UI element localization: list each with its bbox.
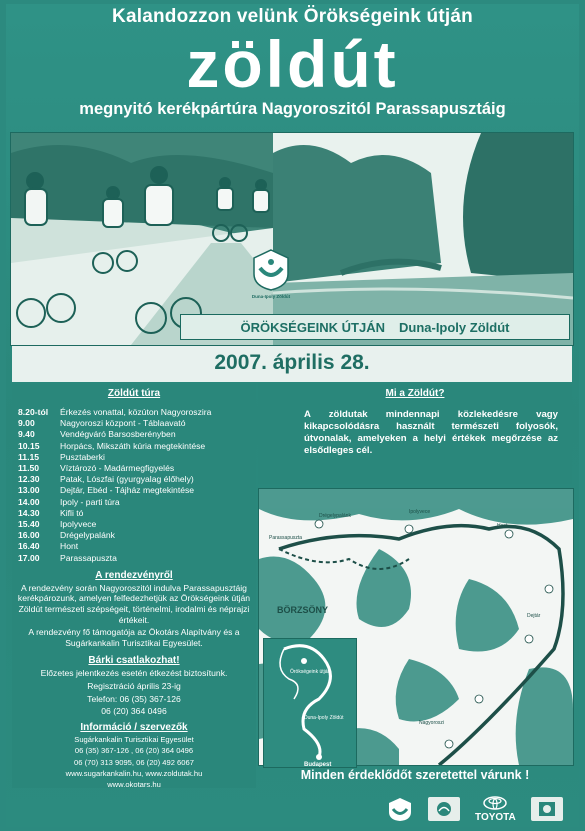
schedule-text: Pusztaberki	[60, 451, 105, 462]
welcome-message: Minden érdeklődőt szeretettel várunk !	[300, 768, 530, 782]
schedule-time: 9.40	[18, 429, 35, 440]
map-region-label: BÖRZSÖNY	[277, 605, 329, 615]
schedule-text: Ipolyvece	[60, 519, 97, 530]
schedule-time: 11.15	[18, 451, 40, 462]
schedule-time: 10.15	[18, 440, 40, 451]
organizer-phone-1: 06 (35) 367-126 , 06 (20) 364 0496	[74, 746, 194, 756]
inset-label-top: Örökségeink útján	[290, 669, 331, 675]
what-title: Mi a Zöldút?	[385, 388, 445, 399]
schedule-row	[18, 452, 256, 463]
logo-caption: Duna-Ipoly Zöldút	[251, 294, 291, 299]
schedule-row	[18, 497, 256, 508]
organizer-name: Sugárkankalin Turisztikai Egyesület	[74, 734, 194, 744]
schedule-row	[18, 429, 256, 440]
map-town-label: Parassapuszta	[269, 535, 303, 541]
schedule-text: Érkezés vonattal, közúton Nagyoroszira	[60, 407, 212, 417]
banner-right-text: Duna-Ipoly Zöldút	[398, 319, 510, 335]
info-title: Információ / szervezők	[80, 721, 188, 733]
what-is-greenway-panel	[258, 384, 572, 484]
schedule-row	[18, 553, 256, 564]
map-town-label: Hont	[497, 523, 508, 529]
schedule-row	[18, 407, 256, 418]
schedule-text: Dejtár, Ebéd - Tájház megtekintése	[60, 485, 195, 496]
schedule-time: 13.00	[18, 485, 40, 496]
tour-title: Zöldút túra	[107, 388, 161, 399]
sponsor-logos	[380, 794, 570, 824]
zoldut-logo-icon	[252, 248, 290, 292]
toyota-label: TOYOTA	[475, 811, 516, 823]
schedule-time: 14.30	[18, 507, 40, 518]
zoldut-sponsor-logo-icon	[387, 796, 413, 822]
map-town-label: Dejtár	[527, 613, 541, 619]
join-paragraph: Előzetes jelentkezés esetén étkezést biztosítunk.	[40, 668, 228, 679]
schedule-row	[18, 463, 256, 474]
schedule-text: Kifli tó	[60, 507, 84, 518]
schedule-time: 16.40	[18, 541, 40, 552]
organizer-phone-2: 06 (70) 313 9095, 06 (20) 492 6067	[74, 757, 194, 767]
tour-schedule	[18, 407, 256, 564]
schedule-row	[18, 541, 256, 552]
toyota-logo	[475, 796, 516, 823]
sugarkankalin-logo-icon	[531, 797, 563, 821]
schedule-text: Ipoly - parti túra	[60, 496, 120, 507]
inset-label-mid: Duna-Ipoly Zöldút	[304, 715, 344, 721]
inset-city-label: Budapest	[304, 762, 332, 767]
schedule-time: 9.00	[18, 418, 35, 429]
schedule-text: Patak, Lószfai (gyurgyalag élőhely)	[60, 474, 194, 485]
schedule-text: Hont	[60, 541, 79, 552]
schedule-text: Horpács, Mikszáth kúria megtekintése	[60, 440, 206, 451]
join-phone-2: 06 (20) 364 0496	[101, 706, 167, 717]
schedule-text: Drégelypalánk	[60, 530, 115, 541]
okotars-logo-icon	[428, 797, 460, 821]
schedule-text: Nagyoroszi központ - Táblaavató	[60, 418, 186, 429]
schedule-row	[18, 519, 256, 530]
schedule-time: 11.50	[18, 463, 40, 474]
join-title: Bárki csatlakozhat!	[88, 655, 180, 667]
banner-left-text: ÖRÖKSÉGEINK ÚTJÁN	[240, 319, 385, 335]
join-phone-1: Telefon: 06 (35) 367-126	[87, 693, 181, 704]
schedule-time: 17.00	[18, 552, 40, 563]
registration-deadline: Regisztráció április 23-ig	[87, 681, 181, 691]
schedule-time: 16.00	[18, 530, 40, 541]
event-title: A rendezvényről	[95, 569, 173, 581]
schedule-row	[18, 441, 256, 452]
schedule-text: Parassapuszta	[60, 552, 117, 563]
schedule-row	[18, 530, 256, 541]
schedule-row	[18, 418, 256, 429]
photo-banner	[180, 314, 570, 340]
toyota-emblem-icon	[483, 796, 507, 810]
header-subtitle: megnyitó kerékpártúra Nagyoroszitól Parassapusztáig	[79, 100, 506, 118]
map-inset	[263, 638, 357, 768]
map-town-label: Nagyoroszi	[419, 720, 445, 726]
what-text: A zöldutak mindennapi közlekedésre vagy kikapcsolódásra használt természeti folyosók, útvonalak, amelyeken a helyi értékek megőrzése az elsődleges cél.	[304, 409, 558, 456]
schedule-text: Vendégváró Barsosberényben	[60, 429, 176, 440]
left-column	[12, 384, 256, 788]
schedule-time: 14.00	[18, 496, 40, 507]
map-town-label: Ipolyvece	[409, 509, 431, 515]
organizer-web-1: www.sugarkankalin.hu, www.zoldutak.hu	[65, 769, 203, 778]
event-date: 2007. április 28.	[214, 351, 370, 374]
schedule-time: 15.40	[18, 519, 40, 530]
schedule-row	[18, 508, 256, 519]
schedule-time: 8.20-tól	[18, 407, 49, 417]
schedule-row	[18, 485, 256, 496]
organizer-web-2: www.okotars.hu	[107, 780, 161, 790]
map-town-label: Drégelypalánk	[319, 513, 351, 519]
page-title: zöldút	[186, 27, 399, 101]
schedule-text: Víztározó - Madármegfigyelés	[60, 463, 175, 474]
header-tagline: Kalandozzon velünk Örökségeink útján	[112, 6, 473, 27]
event-paragraph: A rendezvény során Nagyoroszitól indulva Parassapusztáig kerékpározunk, amelyen felfedezhetjük az Örökségeink útján Zöldút természeti szépségeit, történelmi, irodalmi és néprajzi értékeit.	[17, 582, 251, 625]
event-sponsor-paragraph: A rendezvény fő támogatója az Ökotárs Alapítvány és a Sugárkankalin Turisztikai Egyesület.	[28, 627, 240, 648]
date-panel	[12, 346, 572, 382]
schedule-row	[18, 474, 256, 485]
schedule-time: 12.30	[18, 474, 40, 485]
